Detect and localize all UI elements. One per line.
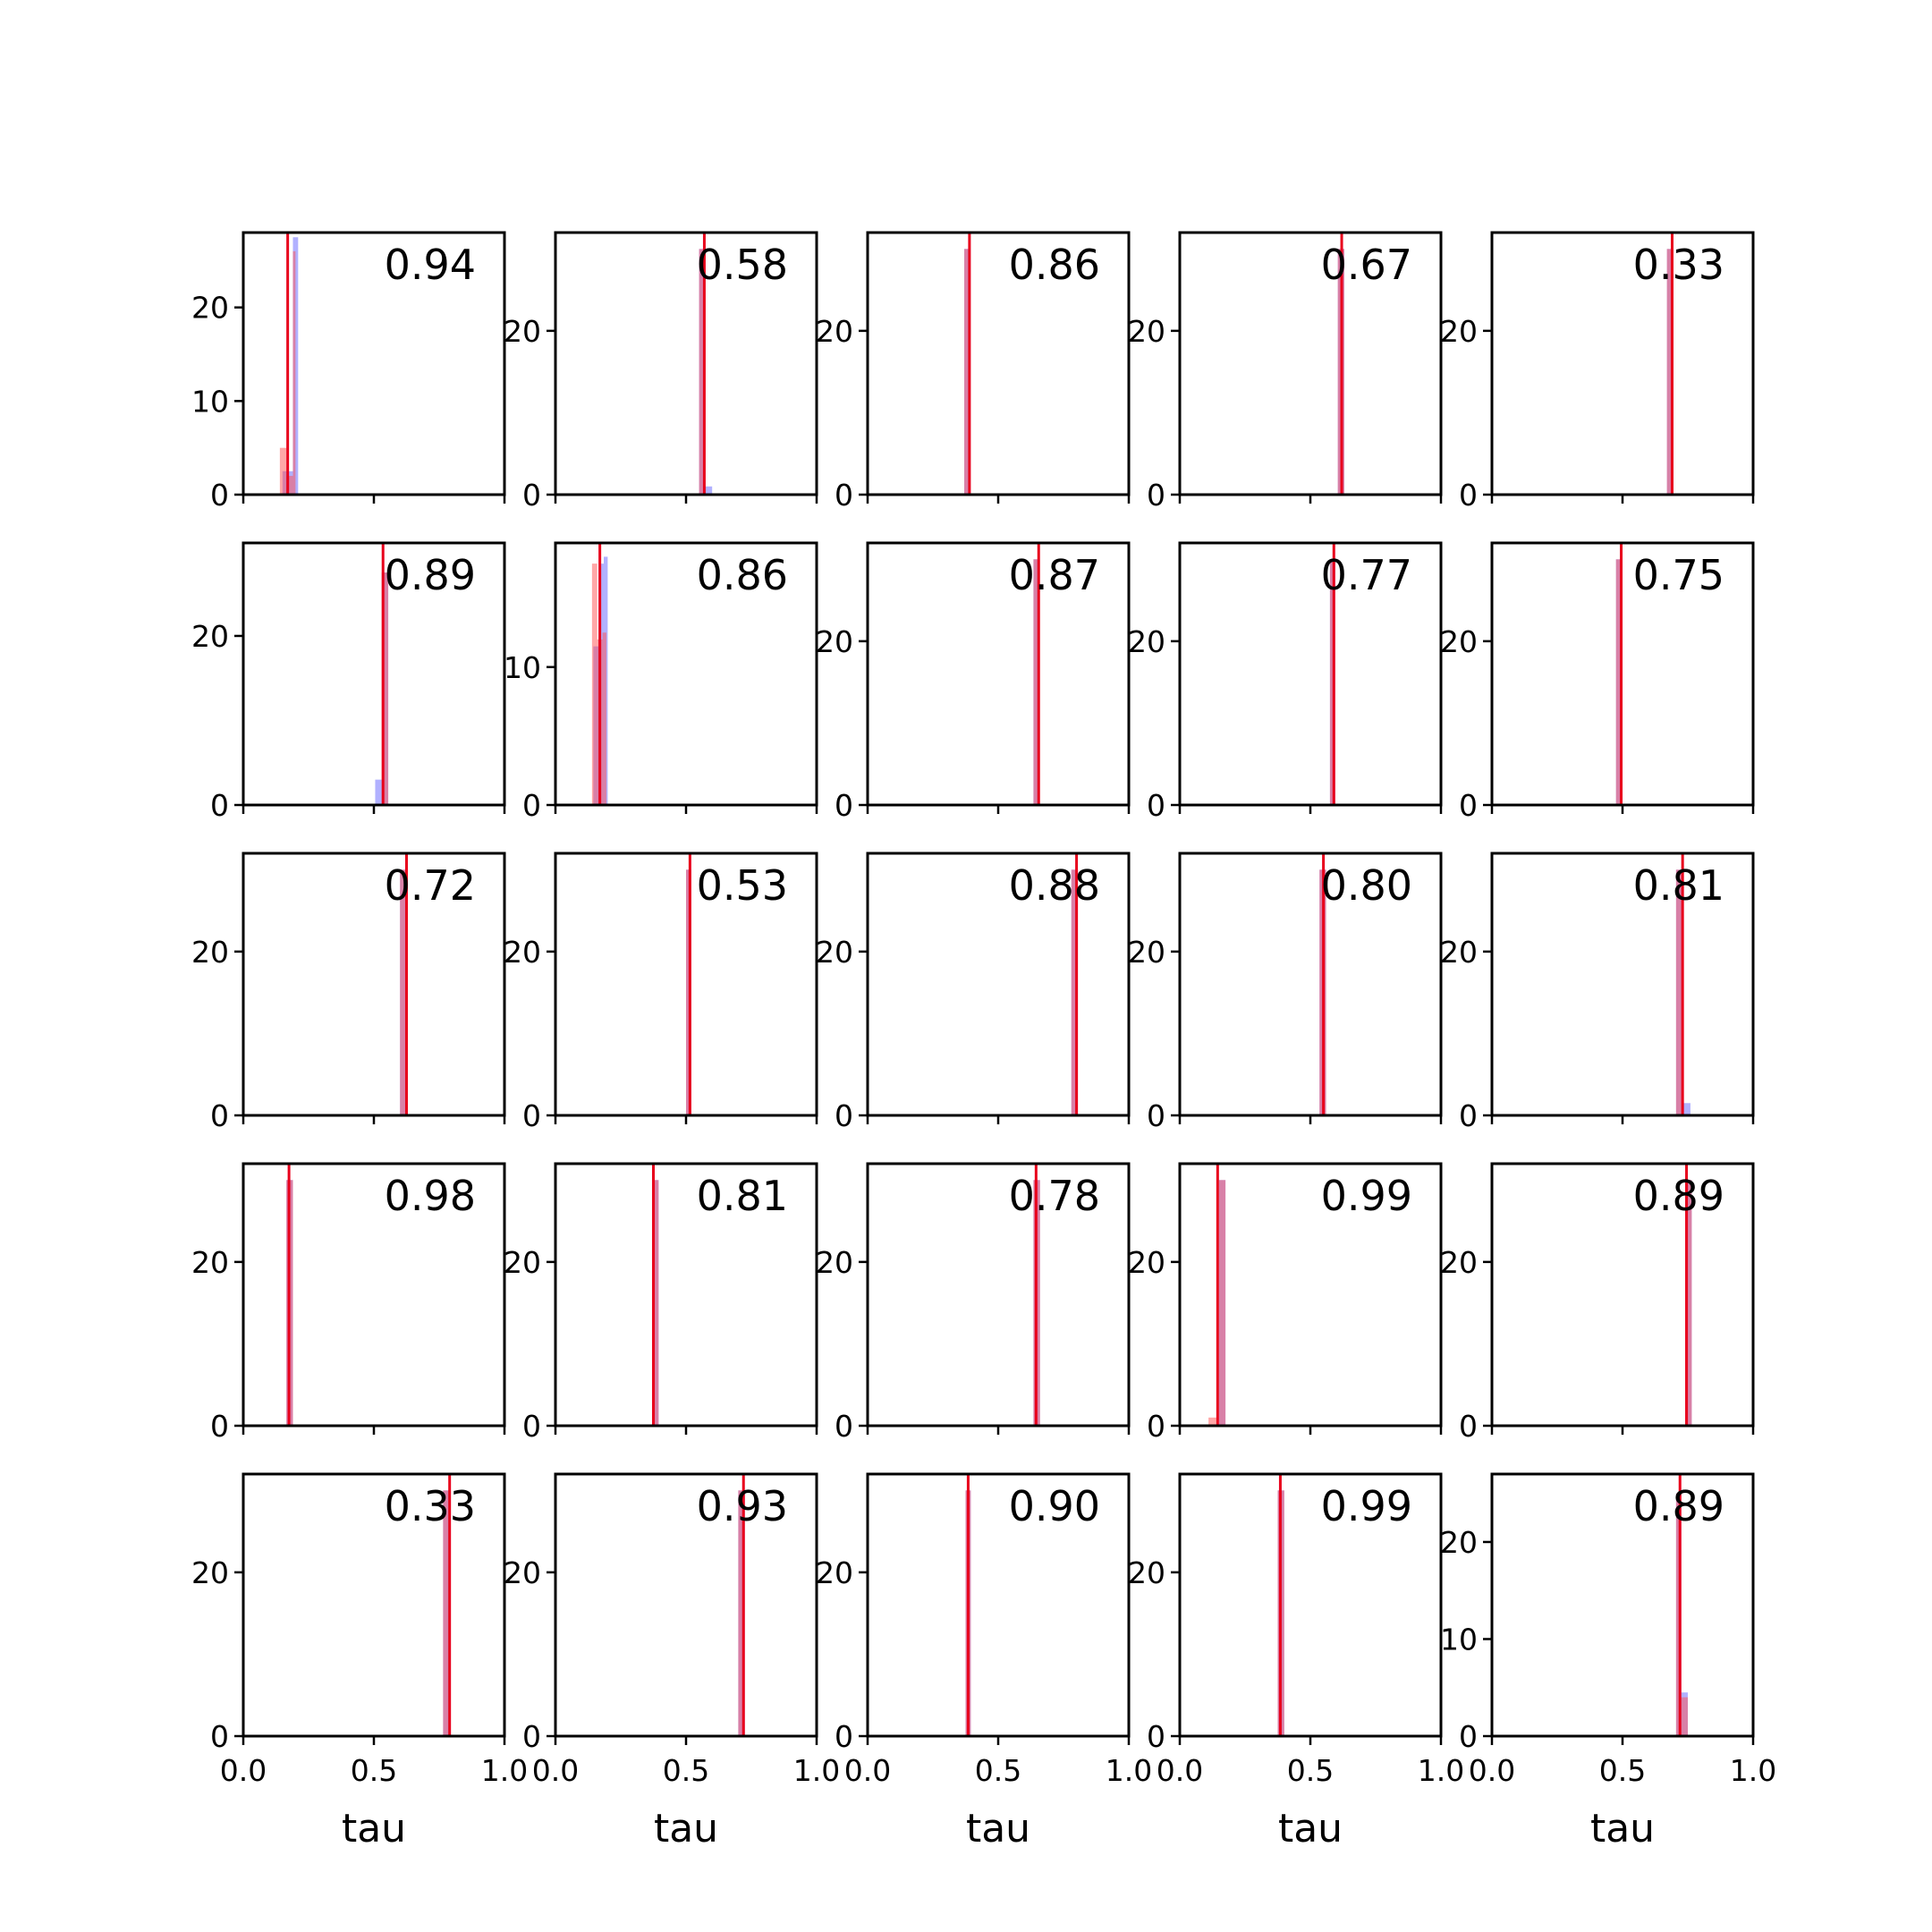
y-tick-label: 0 (1147, 1098, 1165, 1133)
panel-annotation: 0.78 (1008, 1172, 1100, 1220)
y-tick-label: 0 (1147, 478, 1165, 513)
y-tick-label: 0 (522, 1098, 541, 1133)
y-tick-label: 0 (1459, 478, 1478, 513)
panel-annotation: 0.99 (1320, 1482, 1412, 1530)
x-axis-label: tau (1589, 1806, 1656, 1852)
y-tick-label: 10 (504, 649, 541, 685)
y-tick-label: 20 (191, 290, 229, 326)
x-axis-label: tau (653, 1806, 719, 1852)
y-tick-label: 20 (504, 1555, 541, 1590)
y-tick-label: 20 (191, 1555, 229, 1590)
x-tick-label: 0.5 (1598, 1753, 1647, 1788)
panel-annotation: 0.77 (1320, 551, 1412, 599)
y-tick-label: 0 (522, 1409, 541, 1444)
panel-annotation: 0.81 (696, 1172, 788, 1220)
y-tick-label: 20 (816, 1555, 853, 1590)
y-tick-label: 20 (504, 313, 541, 349)
y-tick-label: 0 (522, 1719, 541, 1754)
panel-annotation: 0.89 (1632, 1482, 1724, 1530)
hist-bar-b (1219, 1180, 1225, 1426)
panel-annotation: 0.87 (1008, 551, 1100, 599)
panel-annotation: 0.75 (1632, 551, 1724, 599)
x-tick-label: 1.0 (1729, 1753, 1777, 1788)
x-tick-label: 0.5 (350, 1753, 398, 1788)
panel-annotation: 0.89 (384, 551, 476, 599)
panel-annotation: 0.86 (1008, 241, 1100, 289)
panel-annotation: 0.33 (1632, 241, 1724, 289)
y-tick-label: 0 (1147, 1719, 1165, 1754)
panel-annotation: 0.98 (384, 1172, 476, 1220)
hist-bar-b (292, 251, 295, 495)
panel-annotation: 0.67 (1320, 241, 1412, 289)
y-tick-label: 0 (1147, 1409, 1165, 1444)
panel-annotation: 0.88 (1008, 861, 1100, 910)
panel-annotation: 0.90 (1008, 1482, 1100, 1530)
y-tick-label: 0 (522, 788, 541, 823)
x-tick-label: 0.0 (843, 1753, 892, 1788)
y-tick-label: 20 (1440, 623, 1478, 659)
x-tick-label: 0.0 (1156, 1753, 1204, 1788)
y-tick-label: 0 (210, 1719, 229, 1754)
x-tick-label: 1.0 (1417, 1753, 1465, 1788)
panel-annotation: 0.89 (1632, 1172, 1724, 1220)
y-tick-label: 20 (1128, 1244, 1165, 1280)
x-tick-label: 0.5 (1286, 1753, 1335, 1788)
y-tick-label: 0 (1147, 788, 1165, 823)
y-tick-label: 20 (504, 934, 541, 970)
panel-annotation: 0.53 (696, 861, 788, 910)
x-tick-label: 0.5 (974, 1753, 1022, 1788)
y-tick-label: 0 (210, 1409, 229, 1444)
y-tick-label: 0 (835, 788, 853, 823)
y-tick-label: 20 (1128, 1555, 1165, 1590)
y-tick-label: 10 (191, 384, 229, 419)
y-tick-label: 20 (816, 934, 853, 970)
x-axis-label: tau (1277, 1806, 1343, 1852)
y-tick-label: 20 (1128, 623, 1165, 659)
y-tick-label: 0 (835, 1098, 853, 1133)
panel-annotation: 0.58 (696, 241, 788, 289)
x-axis-label: tau (341, 1806, 407, 1852)
panel-annotation: 0.81 (1632, 861, 1724, 910)
x-tick-label: 0.0 (1468, 1753, 1516, 1788)
x-tick-label: 0.0 (531, 1753, 580, 1788)
x-tick-label: 0.0 (219, 1753, 267, 1788)
hist-bar-b (603, 632, 606, 805)
y-tick-label: 0 (835, 1409, 853, 1444)
y-tick-label: 20 (191, 1244, 229, 1280)
y-tick-label: 20 (1440, 313, 1478, 349)
y-tick-label: 20 (816, 623, 853, 659)
panel-annotation: 0.93 (696, 1482, 788, 1530)
y-tick-label: 0 (210, 478, 229, 513)
y-tick-label: 0 (1459, 1098, 1478, 1133)
y-tick-label: 0 (522, 478, 541, 513)
y-tick-label: 20 (816, 1244, 853, 1280)
y-tick-label: 0 (1459, 788, 1478, 823)
x-tick-label: 1.0 (792, 1753, 841, 1788)
x-tick-label: 1.0 (480, 1753, 529, 1788)
y-tick-label: 0 (835, 1719, 853, 1754)
y-tick-label: 0 (835, 478, 853, 513)
panel-annotation: 0.72 (384, 861, 476, 910)
y-tick-label: 20 (1440, 1524, 1478, 1560)
panel-annotation: 0.86 (696, 551, 788, 599)
y-tick-label: 20 (1128, 934, 1165, 970)
x-tick-label: 0.5 (662, 1753, 710, 1788)
y-tick-label: 20 (1128, 313, 1165, 349)
panel-annotation: 0.99 (1320, 1172, 1412, 1220)
y-tick-label: 20 (1440, 1244, 1478, 1280)
y-tick-label: 0 (1459, 1409, 1478, 1444)
y-tick-label: 20 (191, 934, 229, 970)
panel-annotation: 0.94 (384, 241, 476, 289)
hist-bar-b (592, 564, 597, 805)
y-tick-label: 20 (1440, 934, 1478, 970)
y-tick-label: 0 (1459, 1719, 1478, 1754)
x-axis-label: tau (965, 1806, 1031, 1852)
panel-annotation: 0.80 (1320, 861, 1412, 910)
y-tick-label: 20 (191, 618, 229, 654)
y-tick-label: 20 (816, 313, 853, 349)
panel-annotation: 0.33 (384, 1482, 476, 1530)
y-tick-label: 20 (504, 1244, 541, 1280)
y-tick-label: 0 (210, 1098, 229, 1133)
y-tick-label: 0 (210, 788, 229, 823)
x-tick-label: 1.0 (1105, 1753, 1153, 1788)
hist-bar-b (1682, 1698, 1688, 1736)
y-tick-label: 10 (1440, 1622, 1478, 1657)
hist-bar-a (375, 780, 381, 805)
hist-bar-b (280, 448, 286, 495)
